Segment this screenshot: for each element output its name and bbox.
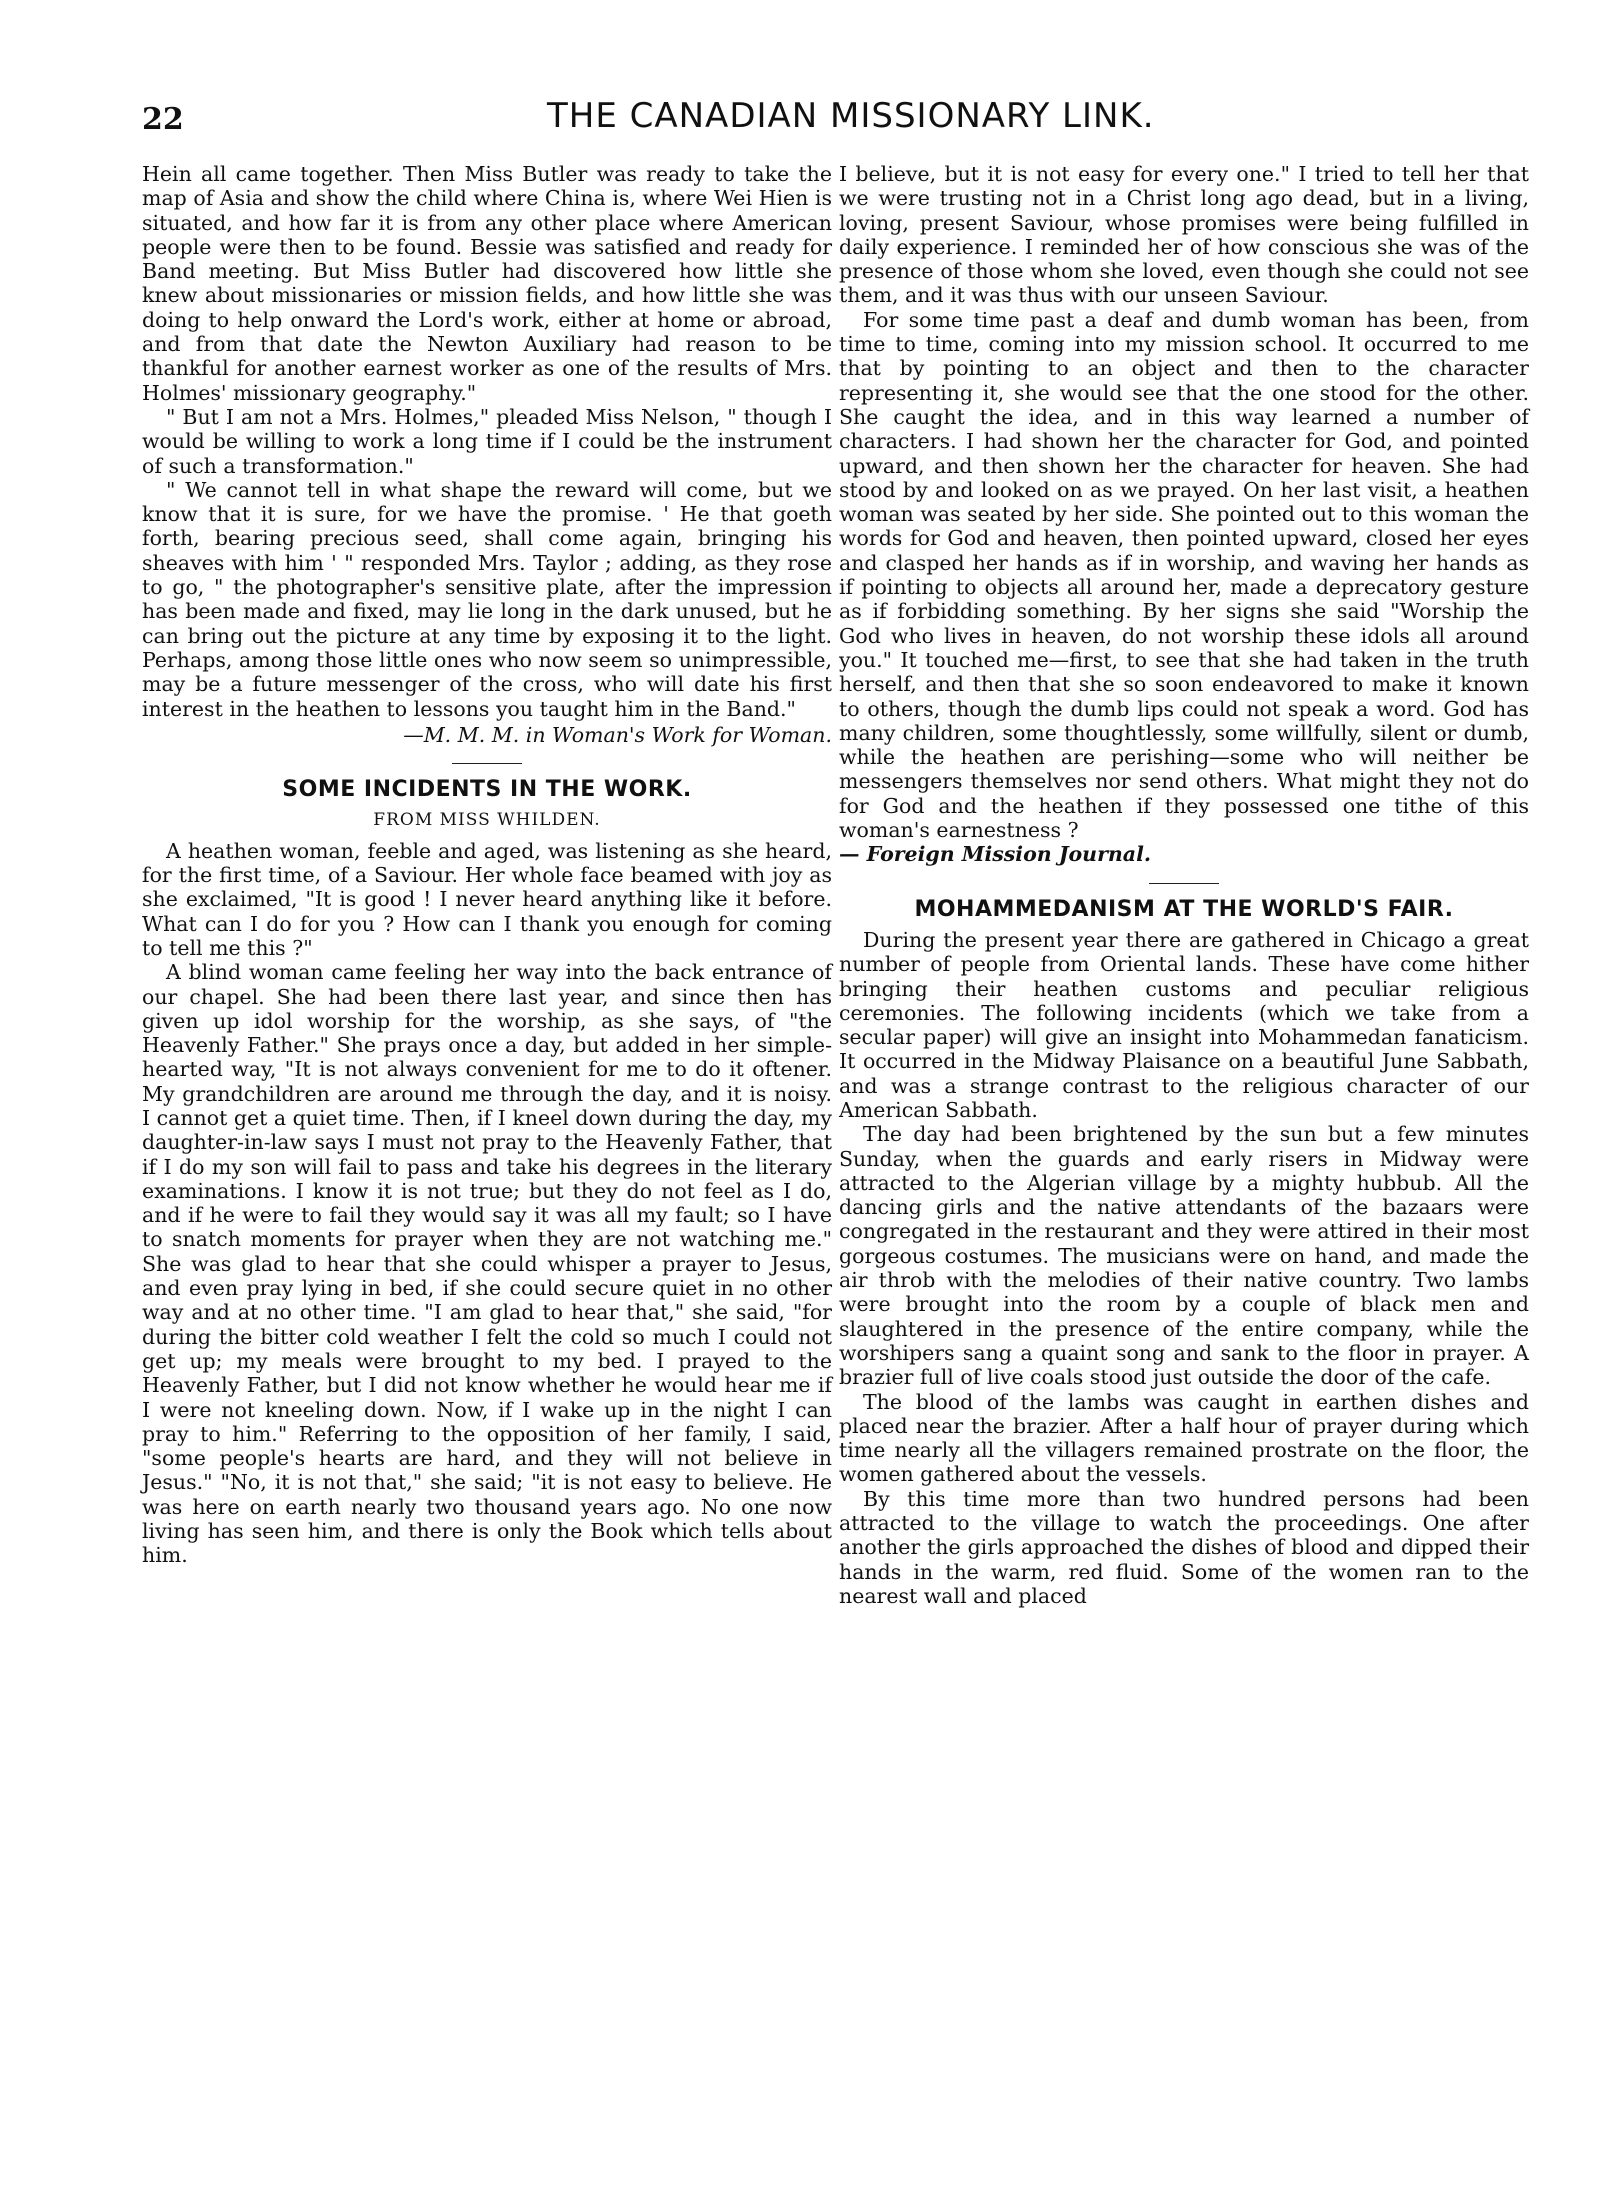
paragraph: " But I am not a Mrs. Holmes," pleaded Miss Nelson, " though I would be willing to work a long time if I could be the instrument of such a transformation." [142,404,832,478]
left-column [142,162,832,1608]
section-subheading: FROM MISS WHILDEN. [373,810,601,831]
paragraph: For some time past a deaf and dumb woman has been, from time to time, coming into my mission school. It occurred to me that by pointing to an object and then to the character representing it, she would see that the one stood for the other. She caught the idea, and in this way learned a number of characters. I had shown her the character for God, and pointed upward, and then shown her the character for heaven. She had stood by and looked on as we prayed. On her last visit, a heathen woman was seated by her side. She pointed out to this woman the words for God and heaven, then pointed upward, closed her eyes and clasped her hands as if in worship, and waving her hands as if pointing to objects all around her, made a deprecatory gesture as if forbidding something. By her signs she said "Worship the God who lives in heaven, do not worship these idols all around you." It touched me—first, to see that she had taken in the truth herself, and then that she so soon endeavored to make it known to others, though the dumb lips could not speak a word. God has many children, some thoughtlessly, some willfully, silent or dumb, while the heathen are perishing—some who will neither be messengers themselves nor send others. What might they not do for God and the heathen if they possessed one tithe of this woman's earnestness ? [839,307,1529,843]
paragraph: Hein all came together. Then Miss Butler was ready to take the map of Asia and show the child where China is, where Wei Hien is situated, and how far it is from any other place where American people were then to be found. Bessie was satisfied and ready for Band meeting. But Miss Butler had discovered how little she knew about missionaries or mission fields, and how little she was doing to help onward the Lord's work, either at home or abroad, and from that date the Newton Auxiliary had reason to be thankful for another earnest worker as one of the results of Mrs. Holmes' missionary geography." [142,162,832,405]
page-header [142,92,1529,152]
paragraph: A heathen woman, feeble and aged, was listening as she heard, for the first time, of a Saviour. Her whole face beamed with joy as she exclaimed, "It is good ! I never heard anything like it before. What can I do for you ? How can I thank you enough for coming to tell me this ?" [142,838,832,960]
paragraph: I believe, but it is not easy for every one." I tried to tell her that we were trusting not in a Christ long ago dead, but in a living, loving, present Saviour, whose promises were being fulfilled in daily experience. I reminded her of how conscious she was of the presence of those whom she loved, even though she could not see them, and it was thus with our unseen Saviour. [839,162,1529,308]
source-citation: — Foreign Mission Journal. [839,842,1152,867]
paragraph: During the present year there are gathered in Chicago a great number of people from Oriental lands. These have come hither bringing their heathen customs and peculiar religious ceremonies. The following incidents (which we take from a secular paper) will give an insight into Mohammedan fanaticism. It occurred in the Midway Plaisance on a beautiful June Sabbath, and was a strange contrast to the religious character of our American Sabbath. [839,927,1529,1122]
section-heading: MOHAMMEDANISM AT THE WORLD'S FAIR. [914,896,1454,922]
section-heading: SOME INCIDENTS IN THE WORK. [282,777,692,803]
paragraph: A blind woman came feeling her way into the back entrance of our chapel. She had been there last year, and since then has given up idol worship for the worship, as she says, of "the Heavenly Father." She prays once a day, but added in her simple-hearted way, "It is not always convenient for me to do it oftener. My grandchildren are around me through the day, and it is noisy. I cannot get a quiet time. Then, if I kneel down during the day, my daughter-in-law says I must not pray to the Heavenly Father, that if I do my son will fail to pass and take his degrees in the literary examinations. I know it is not true; but they do not feel as I do, and if he were to fail they would say it was all my fault; so I have to snatch moments for prayer when they are not watching me." She was glad to hear that she could whisper a prayer to Jesus, and even pray lying in bed, if she could secure quiet in no other way and at no other time. "I am glad to hear that," she said, "for during the bitter cold weather I felt the cold so much I could not get up; my meals were brought to my bed. I prayed to the Heavenly Father, but I did not know whether he would hear me if I were not kneeling down. Now, if I wake up in the night I can pray to him." Referring to the opposition of her family, I said, "some people's hearts are hard, and they will not believe in Jesus." "No, it is not that," she said; "it is not easy to believe. He was here on earth nearly two thousand years ago. No one now living has seen him, and there is only the Book which tells about him. [142,960,832,1568]
paragraph: The day had been brightened by the sun but a few minutes Sunday, when the guards and early risers in Midway were attracted to the Algerian village by a mighty hubbub. All the dancing girls and the native attendants of the bazaars were congregated in the restaurant and they were attired in their most gorgeous costumes. The musicians were on hand, and made the air throb with the melodies of their native country. Two lambs were brought into the room by a couple of black men and slaughtered in the presence of the entire company, while the worshipers sang a quaint song and sank to the floor in prayer. A brazier full of live coals stood just outside the door of the cafe. [839,1122,1529,1390]
divider [1149,883,1219,884]
byline: —M. M. M. in Woman's Work for Woman. [403,722,832,747]
page-number: 22 [142,102,184,137]
paragraph: The blood of the lambs was caught in earthen dishes and placed near the brazier. After a half hour of prayer during which time nearly all the villagers remained prostrate on the floor, the women gathered about the vessels. [839,1389,1529,1487]
running-title: THE CANADIAN MISSIONARY LINK. [547,96,1155,136]
right-column [839,162,1529,1608]
divider [452,763,522,764]
paragraph: By this time more than two hundred persons had been attracted to the village to watch the proceedings. One after another the girls approached the dishes of blood and dipped their hands in the warm, red fluid. Some of the women ran to the nearest wall and placed [839,1486,1529,1608]
text-columns [142,162,1529,1608]
paragraph: " We cannot tell in what shape the reward will come, but we know that it is sure, for we have the promise. ' He that goeth forth, bearing precious seed, shall come again, bringing his sheaves with him ' " responded Mrs. Taylor ; adding, as they rose to go, " the photographer's sensitive plate, after the impression has been made and fixed, may lie long in the dark unused, but he can bring out the picture at any time by exposing it to the light. Perhaps, among those little ones who now seem so unimpressible, may be a future messenger of the cross, who will date his first interest in the heathen to lessons you taught him in the Band." [142,477,832,721]
